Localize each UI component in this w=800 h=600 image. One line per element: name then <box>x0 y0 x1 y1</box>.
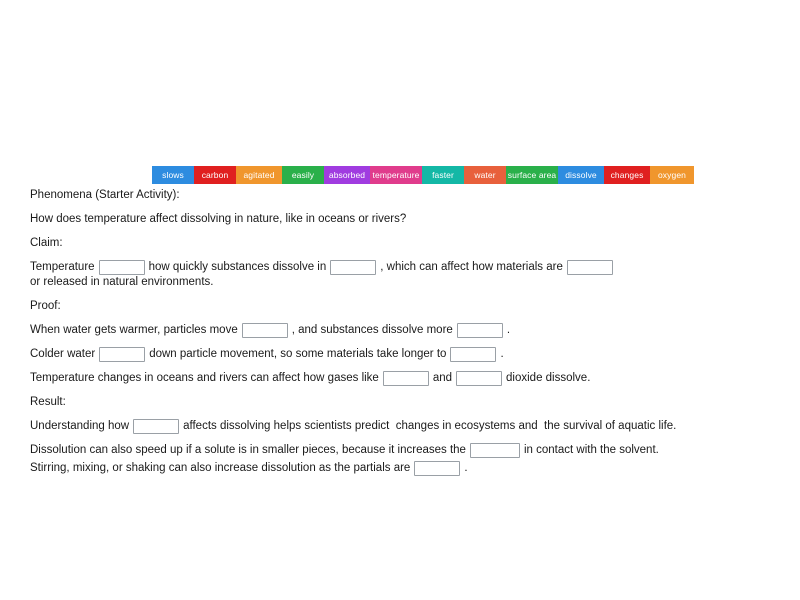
result3-text-1: Stirring, mixing, or shaking can also increase dissolution as the partials are <box>30 462 411 474</box>
result2-text-2: in contact with the solvent. <box>523 444 659 456</box>
proof-line-1 <box>30 323 780 338</box>
word-chip[interactable]: agitated <box>236 166 282 184</box>
result2-text-1: Dissolution can also speed up if a solute is in smaller pieces, because it increases the <box>30 444 466 456</box>
proof1-blank-2[interactable] <box>457 323 503 338</box>
proof3-blank-1[interactable] <box>383 371 429 386</box>
claim-blank-1[interactable] <box>99 260 145 275</box>
claim-blank-2[interactable] <box>330 260 376 275</box>
claim-text-1: Temperature <box>30 261 95 273</box>
claim-line <box>30 260 780 290</box>
proof2-blank-2[interactable] <box>450 347 496 362</box>
word-chip[interactable]: easily <box>282 166 324 184</box>
word-chip[interactable]: slows <box>152 166 194 184</box>
word-chip[interactable]: oxygen <box>650 166 694 184</box>
phenomena-question: How does temperature affect dissolving in nature, like in oceans or rivers? <box>30 213 407 225</box>
proof3-text-3: dioxide dissolve. <box>506 372 591 384</box>
proof2-text-2: down particle movement, so some materials take longer to <box>149 348 447 360</box>
claim-heading-line <box>30 236 780 251</box>
result1-blank-1[interactable] <box>133 419 179 434</box>
result-heading: Result: <box>30 396 66 408</box>
word-chip[interactable]: absorbed <box>324 166 370 184</box>
word-chip[interactable]: dissolve <box>558 166 604 184</box>
result3-text-2: . <box>464 462 468 474</box>
claim-text-3: , which can affect how materials are <box>380 261 563 273</box>
result-line-1 <box>30 419 780 434</box>
proof1-text-3: . <box>506 324 511 336</box>
proof1-text-2: , and substances dissolve more <box>291 324 453 336</box>
proof2-blank-1[interactable] <box>99 347 145 362</box>
claim-text-2: how quickly substances dissolve in <box>148 261 327 273</box>
proof-heading-line <box>30 299 780 314</box>
proof-line-3 <box>30 371 780 386</box>
phenomena-heading: Phenomena (Starter Activity): <box>30 189 180 201</box>
proof3-blank-2[interactable] <box>456 371 502 386</box>
proof1-blank-1[interactable] <box>242 323 288 338</box>
result2-blank-1[interactable] <box>470 443 520 458</box>
claim-heading: Claim: <box>30 237 63 249</box>
word-chip[interactable]: faster <box>422 166 464 184</box>
proof2-text-3: . <box>500 348 504 360</box>
proof2-text-1: Colder water <box>30 348 96 360</box>
proof1-text-1: When water gets warmer, particles move <box>30 324 238 336</box>
proof3-text-1: Temperature changes in oceans and rivers can affect how gases like <box>30 372 379 384</box>
word-chip[interactable]: temperature <box>370 166 422 184</box>
word-chip[interactable]: carbon <box>194 166 236 184</box>
phenomena-question-line <box>30 212 780 227</box>
claim-blank-3[interactable] <box>567 260 613 275</box>
claim-text-4: or released in natural environments. <box>30 276 214 288</box>
proof3-text-2: and <box>432 372 453 384</box>
word-chip[interactable]: changes <box>604 166 650 184</box>
result1-text-2: affects dissolving helps scientists predict changes in ecosystems and the survival of aquatic life. <box>183 420 677 432</box>
phenomena-heading-line <box>30 188 780 203</box>
result-line-2 <box>30 443 780 458</box>
proof-line-2 <box>30 347 780 362</box>
result-line-3 <box>30 461 780 476</box>
worksheet-content <box>30 188 780 476</box>
result1-text-1: Understanding how <box>30 420 130 432</box>
word-chip[interactable]: water <box>464 166 506 184</box>
proof-heading: Proof: <box>30 300 61 312</box>
word-bank <box>152 166 694 184</box>
word-chip[interactable]: surface area <box>506 166 558 184</box>
result3-blank-1[interactable] <box>414 461 460 476</box>
result-heading-line <box>30 395 780 410</box>
